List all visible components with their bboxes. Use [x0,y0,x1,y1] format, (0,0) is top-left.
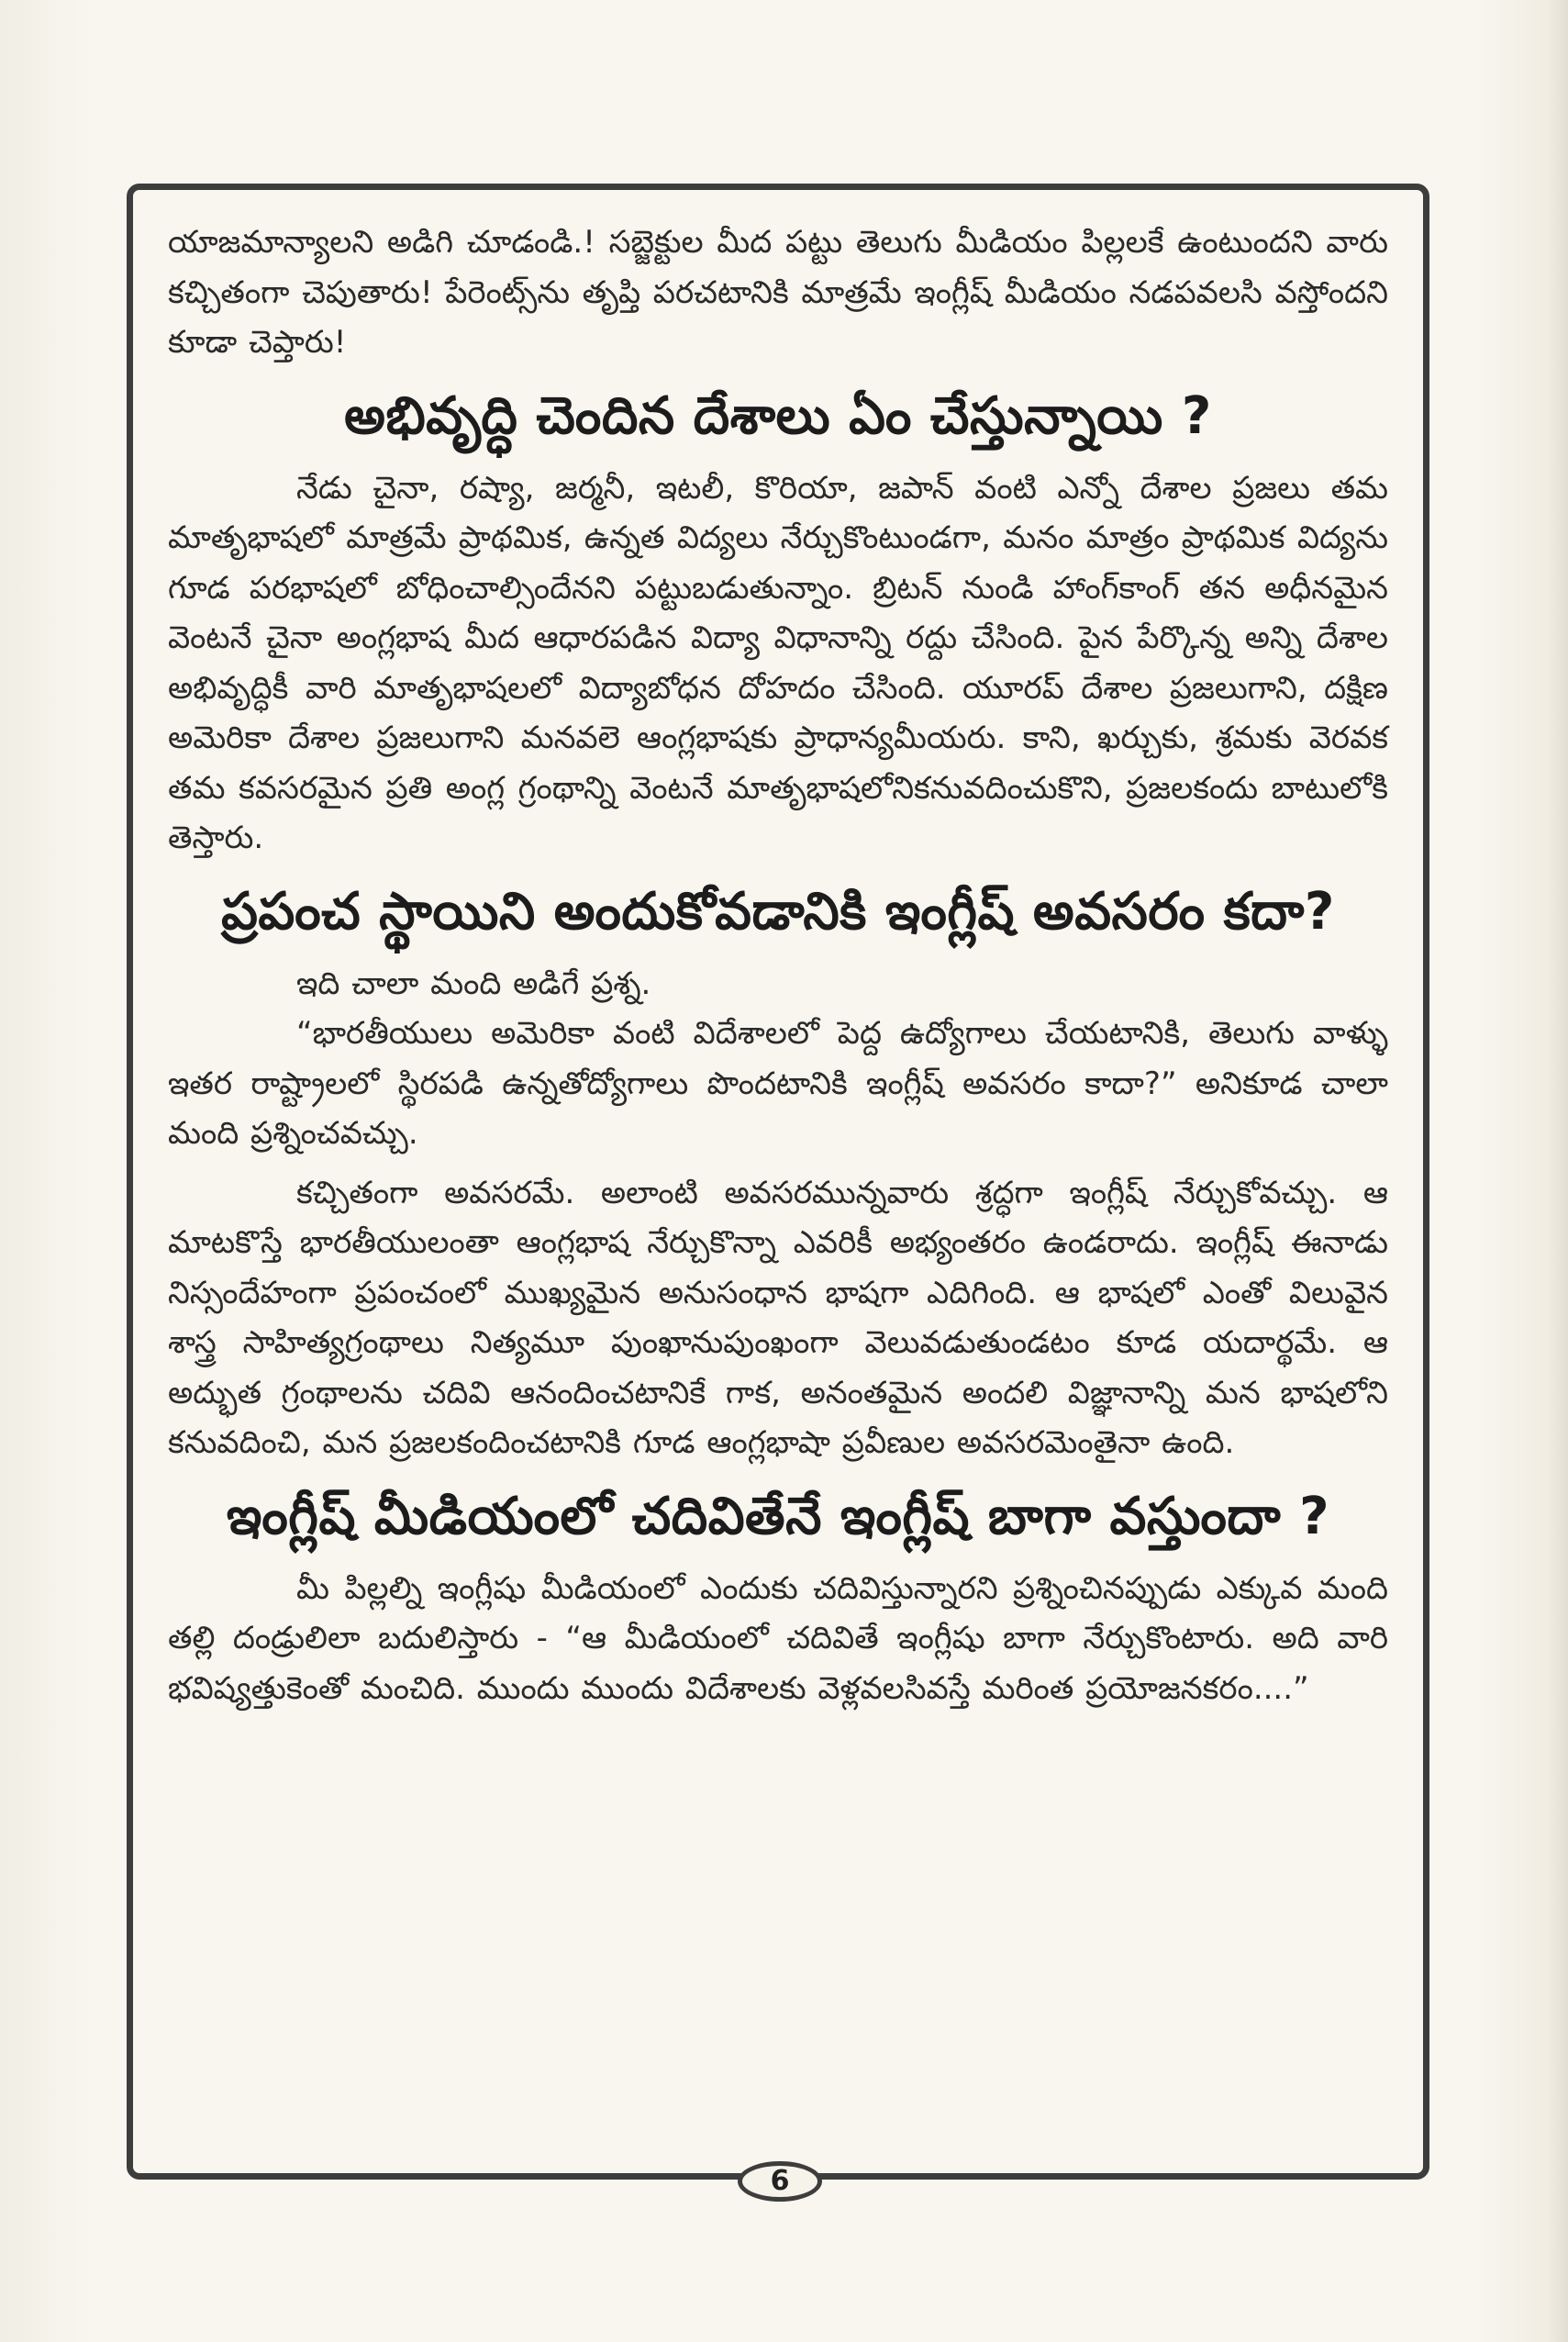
paragraph-parents-answer: మీ పిల్లల్ని ఇంగ్లీషు మీడియంలో ఎందుకు చదివిస్తున్నారని ప్రశ్నించినప్పుడు ఎక్కువ మంది తల్లి దండ్రులిలా బదులిస్తారు - “ఆ మీడియంలో చదివితే ఇంగ్లీషు బాగా నేర్చుకొంటారు. అది వారి భవిష్యత్తుకెంతో మంచిది. ముందు ముందు విదేశాలకు వెళ్లవలసివస్తే మరింత ప్రయోజనకరం....” [168,1569,1388,1707]
section-heading-world-standard: ప్రపంచ స్థాయిని అందుకోవడానికి ఇంగ్లీష్ అవసరం కదా? [221,881,1335,942]
paragraph-intro: యాజమాన్యాలని అడిగి చూడండి.! సబ్జెక్టుల మీద పట్టు తెలుగు మీడియం పిల్లలకే ఉంటుందని వారు కచ్చితంగా చెపుతారు! పేరెంట్స్‌ను తృప్తి పరచటానికి మాత్రమే ఇంగ్లీష్ మీడియం నడపవలసి వస్తోందని కూడా చెప్తారు! [168,224,1388,361]
paragraph-developed-countries: నేడు చైనా, రష్యా, జర్మనీ, ఇటలీ, కొరియా, జపాన్ వంటి ఎన్నో దేశాల ప్రజలు తమ మాతృభాషలో మాత్రమే ప్రాథమిక, ఉన్నత విద్యలు నేర్చుకొంటుండగా, మనం మాత్రం ప్రాథమిక విద్యను గూడ పరభాషలో బోధించాల్సిందేనని పట్టుబడుతున్నాం. బ్రిటన్ నుండి హాంగ్‌కాంగ్ తన అధీనమైన వెంటనే చైనా అంగ్లభాష మీద ఆధారపడిన విద్యా విధానాన్ని రద్దు చేసింది. పైన పేర్కొన్న అన్ని దేశాల అభివృద్ధికీ వారి మాతృభాషలలో విద్యాబోధన దోహదం చేసింది. యూరప్ దేశాల ప్రజలుగాని, దక్షిణ అమెరికా దేశాల ప్రజలుగాని మనవలె ఆంగ్లభాషకు ప్రాధాన్యమీయరు. కాని, ఖర్చుకు, శ్రమకు వెరవక తమ కవసరమైన ప్రతి అంగ్ల గ్రంథాన్ని వెంటనే మాతృభాషలోనికనువదించుకొని, ప్రజలకందు బాటులోకి తెస్తారు. [168,469,1388,856]
paragraph-common-question: ఇది చాలా మంది అడిగే ప్రశ్న. [296,965,651,1002]
page-number-badge: 6 [738,2161,822,2202]
paragraph-english-needed: కచ్చితంగా అవసరమే. అలాంటి అవసరమున్నవారు శ్రద్ధగా ఇంగ్లీష్ నేర్చుకోవచ్చు. ఆ మాటకొస్తే భారతీయులంతా ఆంగ్లభాష నేర్చుకొన్నా ఎవరికీ అభ్యంతరం ఉండరాదు. ఇంగ్లీష్ ఈనాడు నిస్సందేహంగా ప్రపంచంలో ముఖ్యమైన అనుసంధాన భాషగా ఎదిగింది. ఆ భాషలో ఎంతో విలువైన శాస్త్ర సాహిత్యగ్రంథాలు నిత్యమూ పుంఖానుపుంఖంగా వెలువడుతుండటం కూడ యదార్థమే. ఆ అద్భుత గ్రంథాలను చదివి ఆనందించటానికే గాక, అనంతమైన అందలి విజ్ఞానాన్ని మన భాషలోని కనువదించి, మన ప్రజలకందించటానికి గూడ ఆంగ్లభాషా ప్రవీణుల అవసరమెంతైనా ఉంది. [168,1174,1388,1461]
section-heading-developed-countries: అభివృద్ధి చెందిన దేశాలు ఏం చేస్తున్నాయి ? [344,385,1212,446]
content-frame [127,184,1429,2180]
paragraph-quoted-question: “భారతీయులు అమెరికా వంటి విదేశాలలో పెద్ద ఉద్యోగాలు చేయటానికి, తెలుగు వాళ్ళు ఇతర రాష్ట్రాలలో స్థిరపడి ఉన్నతోద్యోగాలు పొందటానికి ఇంగ్లీష్ అవసరం కాదా?” అనికూడ చాలా మంది ప్రశ్నించవచ్చు. [168,1015,1388,1152]
section-heading-english-medium: ఇంగ్లీష్ మీడియంలో చదివితేనే ఇంగ్లీష్ బాగా వస్తుందా ? [226,1486,1330,1546]
page-edge-shadow [1548,0,1568,2342]
